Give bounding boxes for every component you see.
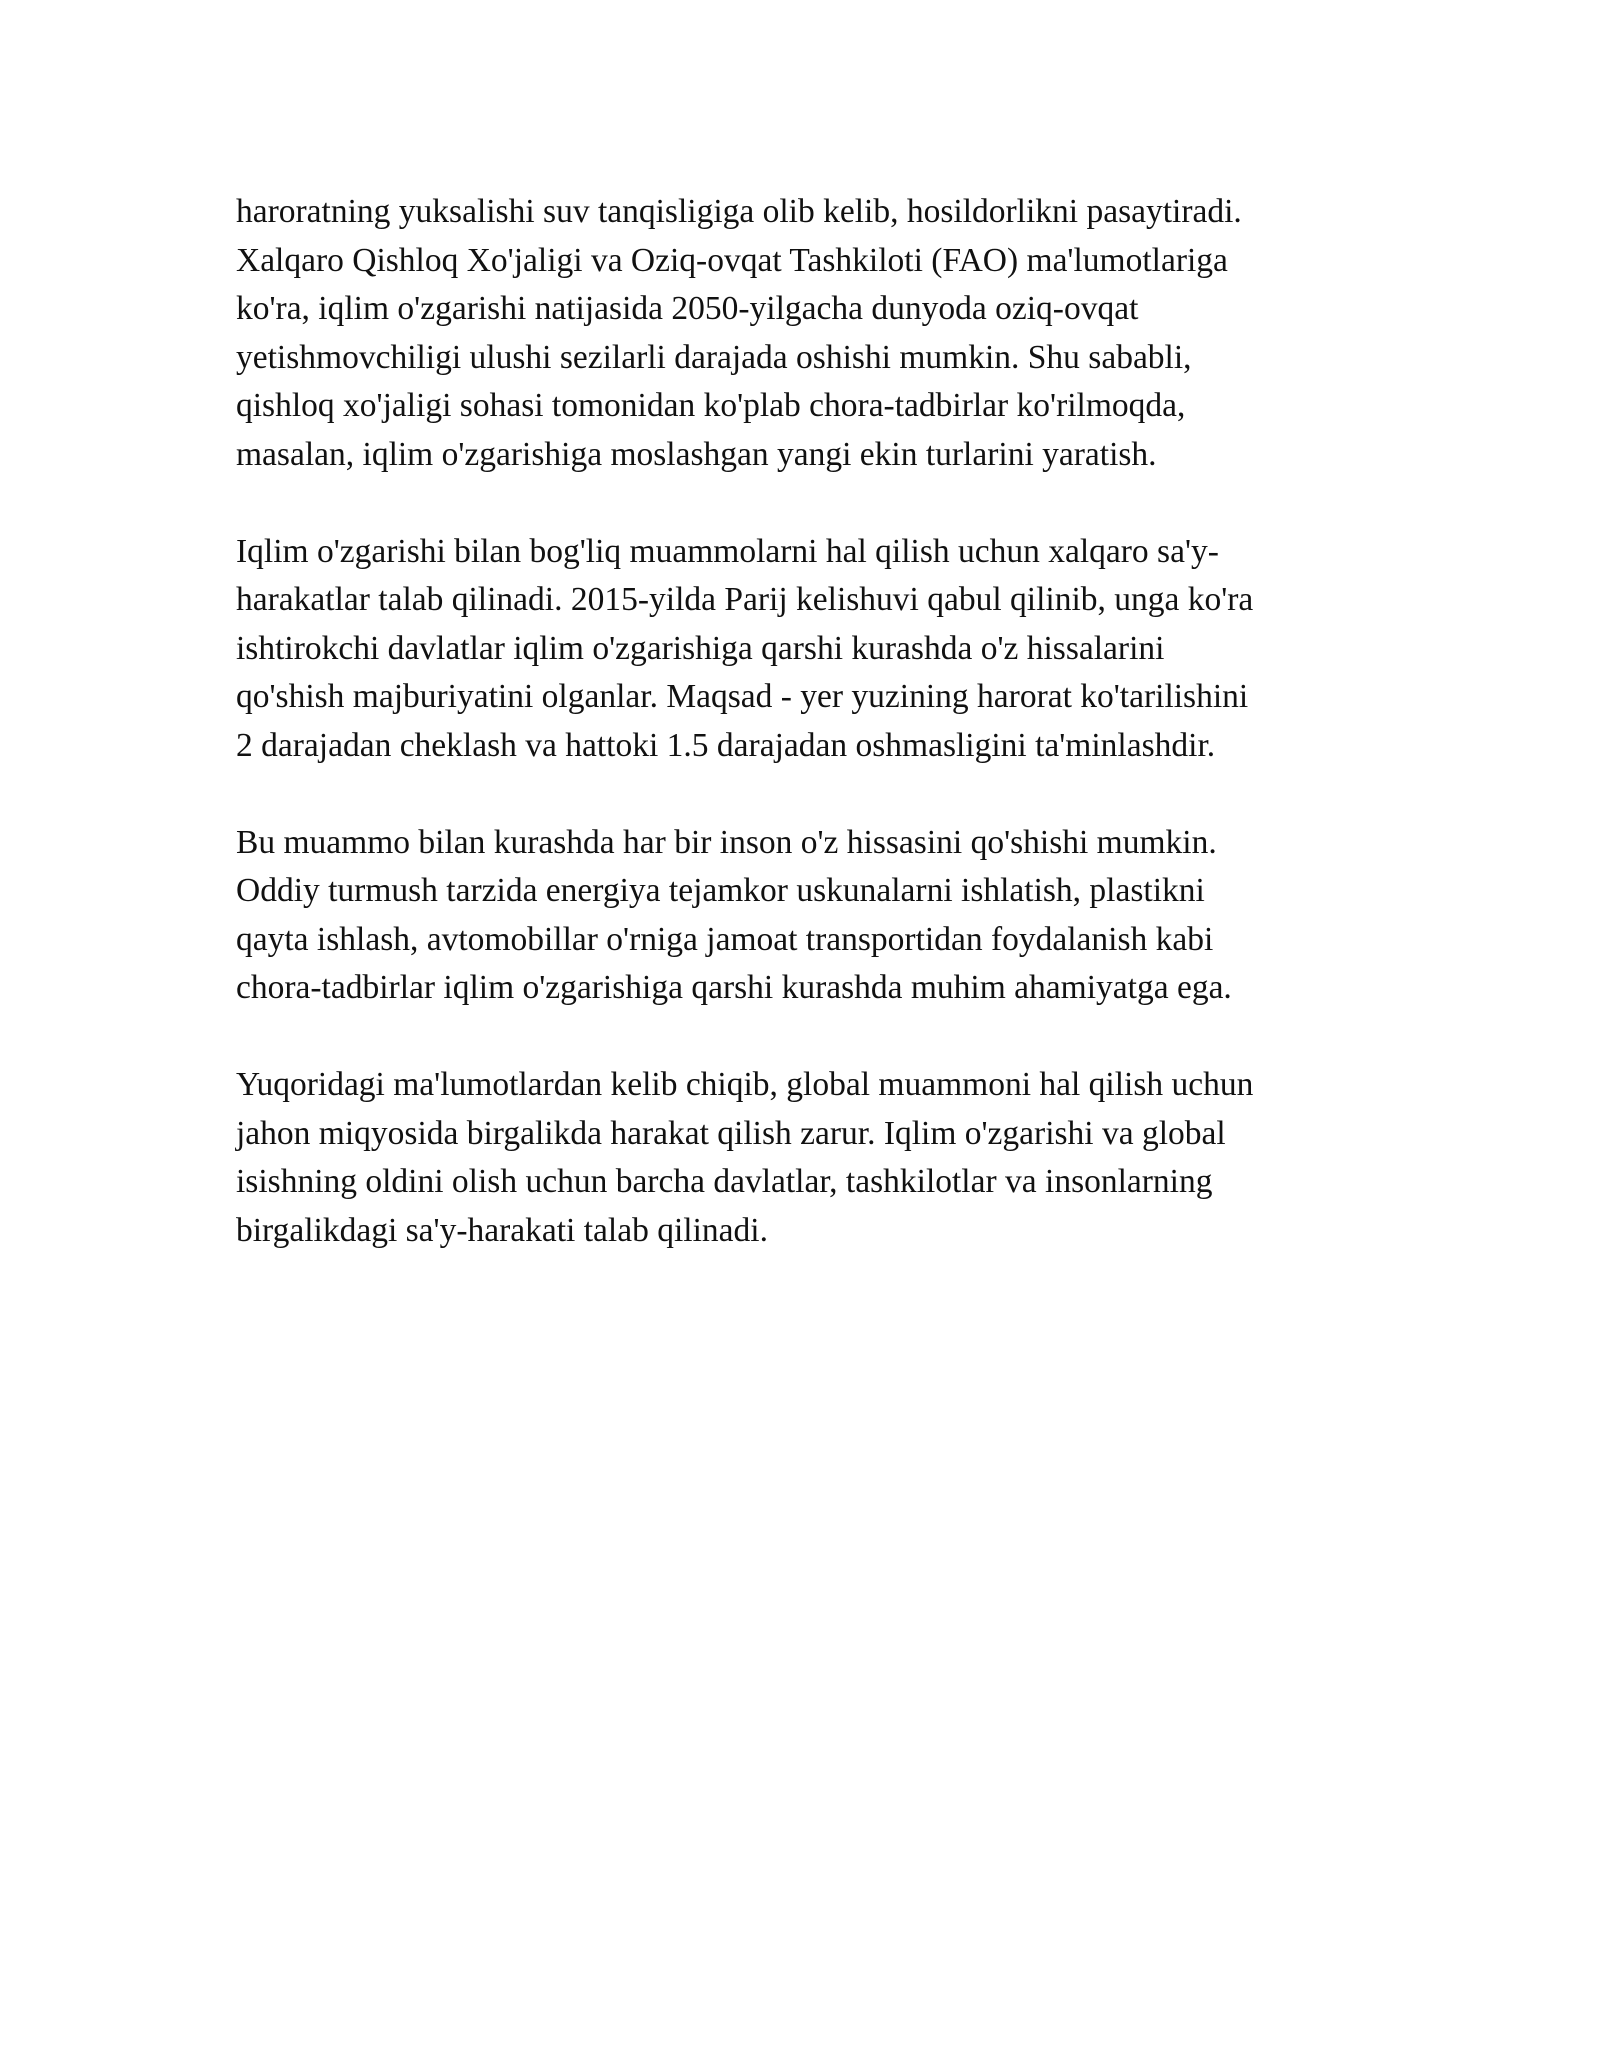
paragraph-line: 2 darajadan cheklash va hattoki 1.5 darajadan oshmasligini ta'minlashdir. — [236, 726, 1216, 764]
paragraph-line: qo'shish majburiyatini olganlar. Maqsad - yer yuzining harorat ko'tarilishini — [236, 678, 1249, 715]
paragraph-line: chora-tadbirlar iqlim o'zgarishiga qarshi kurashda muhim ahamiyatga ega. — [236, 969, 1232, 1006]
paragraph-line: ko'ra, iqlim o'zgarishi natijasida 2050-yilgacha dunyoda oziq-ovqat — [236, 290, 1139, 327]
paragraph-line: qishloq xo'jaligi sohasi tomonidan ko'plab chora-tadbirlar ko'rilmoqda, — [236, 387, 1186, 424]
document-body — [236, 188, 1376, 1304]
paragraph-line: birgalikdagi sa'y-harakati talab qilinadi. — [236, 1211, 768, 1249]
paragraph-3 — [236, 819, 1376, 1013]
paragraph-line: ishtirokchi davlatlar iqlim o'zgarishiga qarshi kurashda o'z hissalarini — [236, 629, 1165, 667]
paragraph-line: Yuqoridagi ma'lumotlardan kelib chiqib, global muammoni hal qilish uchun — [236, 1066, 1254, 1103]
paragraph-line: harakatlar talab qilinadi. 2015-yilda Parij kelishuvi qabul qilinib, unga ko'ra — [236, 581, 1254, 618]
paragraph-line: jahon miqyosida birgalikda harakat qilish zarur. Iqlim o'zgarishi va global — [236, 1114, 1226, 1152]
paragraph-line: Oddiy turmush tarzida energiya tejamkor uskunalarni ishlatish, plastikni — [236, 872, 1205, 909]
paragraph-line: Xalqaro Qishloq Xo'jaligi va Oziq-ovqat Tashkiloti (FAO) ma'lumotlariga — [236, 241, 1228, 279]
paragraph-line: haroratning yuksalishi suv tanqisligiga olib kelib, hosildorlikni pasaytiradi. — [236, 193, 1242, 230]
paragraph-line: Iqlim o'zgarishi bilan bog'liq muammolarni hal qilish uchun xalqaro sa'y- — [236, 532, 1219, 570]
paragraph-line: masalan, iqlim o'zgarishiga moslashgan yangi ekin turlarini yaratish. — [236, 435, 1157, 473]
paragraph-line: yetishmovchiligi ulushi sezilarli darajada oshishi mumkin. Shu sababli, — [236, 338, 1192, 376]
paragraph-1 — [236, 188, 1376, 479]
paragraph-4 — [236, 1061, 1376, 1255]
paragraph-line: Bu muammo bilan kurashda har bir inson o'z hissasini qo'shishi mumkin. — [236, 823, 1217, 861]
paragraph-2 — [236, 528, 1376, 771]
paragraph-line: qayta ishlash, avtomobillar o'rniga jamoat transportidan foydalanish kabi — [236, 920, 1214, 958]
paragraph-line: isishning oldini olish uchun barcha davlatlar, tashkilotlar va insonlarning — [236, 1163, 1213, 1200]
